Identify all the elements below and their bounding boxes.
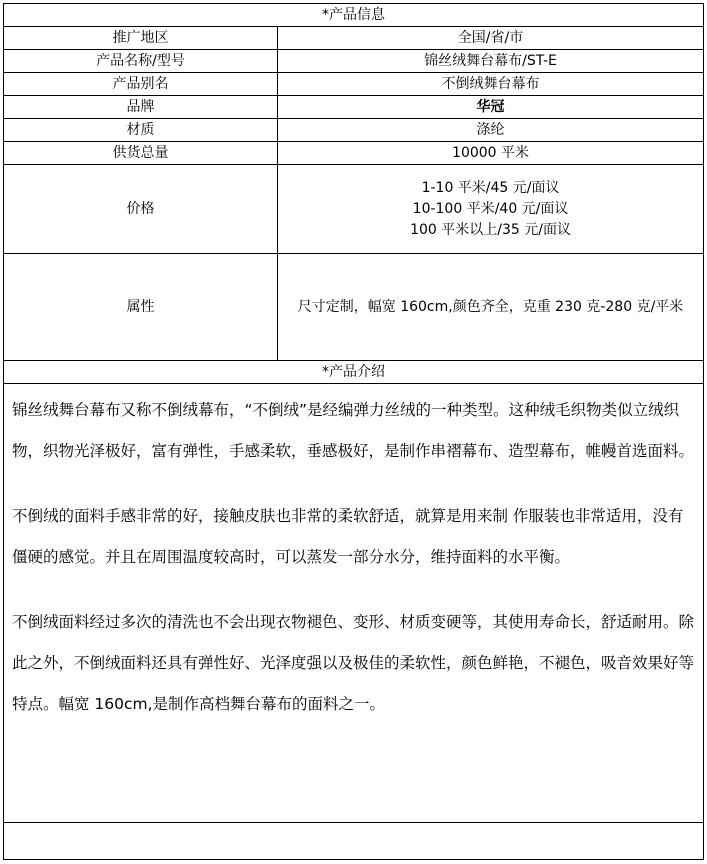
attributes-value: 尺寸定制，幅宽 160cm,颜色齐全，克重 230 克-280 克/平米: [278, 254, 704, 361]
region-label: 推广地区: [4, 27, 278, 50]
product-info-table: [3, 3, 704, 860]
empty-cell: [4, 823, 704, 860]
price-label: 价格: [4, 165, 278, 254]
price-tier: 100 平米以上/35 元/面议: [410, 221, 571, 238]
table-row: [4, 254, 704, 361]
intro-paragraph: 不倒绒面料经过多次的清洗也不会出现衣物褪色、变形、材质变硬等，其使用寿命长，舒适耐用。除此之外，不倒绒面料还具有弹性好、光泽度强以及极佳的柔软性，颜色鲜艳，不褪色，吸音效果好等特点。幅宽 160cm,是制作高档舞台幕布的面料之一。: [12, 613, 695, 713]
intro-section-title: *产品介绍: [4, 361, 704, 384]
table-row: [4, 142, 704, 165]
table-row: [4, 50, 704, 73]
intro-paragraph: 锦丝绒舞台幕布又称不倒绒幕布，“不倒绒”是经编弹力丝绒的一种类型。这种绒毛织物类似立绒织物，织物光泽极好，富有弹性，手感柔软，垂感极好，是制作串褶幕布、造型幕布，帷幔首选面料。: [12, 401, 695, 460]
price-tier: 10-100 平米/40 元/面议: [412, 200, 569, 217]
model-value: 锦丝绒舞台幕布/ST-E: [278, 50, 704, 73]
table-row: [4, 73, 704, 96]
supply-value: 10000 平米: [278, 142, 704, 165]
table-row: [4, 96, 704, 119]
material-label: 材质: [4, 119, 278, 142]
intro-header-row: [4, 361, 704, 384]
intro-body-row: [4, 384, 704, 823]
info-header-row: [4, 4, 704, 27]
table-row: [4, 119, 704, 142]
material-value: 涤纶: [278, 119, 704, 142]
brand-value: 华冠: [278, 96, 704, 119]
intro-paragraph: 不倒绒的面料手感非常的好，接触皮肤也非常的柔软舒适，就算是用来制 作服装也非常适用，没有僵硬的感觉。并且在周围温度较高时，可以蒸发一部分水分，维持面料的水平衡。: [12, 507, 684, 566]
table-row: [4, 165, 704, 254]
intro-body: [4, 384, 704, 823]
empty-row: [4, 823, 704, 860]
supply-label: 供货总量: [4, 142, 278, 165]
info-section-title: *产品信息: [4, 4, 704, 27]
attributes-label: 属性: [4, 254, 278, 361]
price-tier: 1-10 平米/45 元/面议: [421, 179, 560, 196]
table-row: [4, 27, 704, 50]
brand-label: 品牌: [4, 96, 278, 119]
price-tiers: [278, 165, 704, 254]
region-value: 全国/省/市: [278, 27, 704, 50]
alias-label: 产品别名: [4, 73, 278, 96]
alias-value: 不倒绒舞台幕布: [278, 73, 704, 96]
model-label: 产品名称/型号: [4, 50, 278, 73]
